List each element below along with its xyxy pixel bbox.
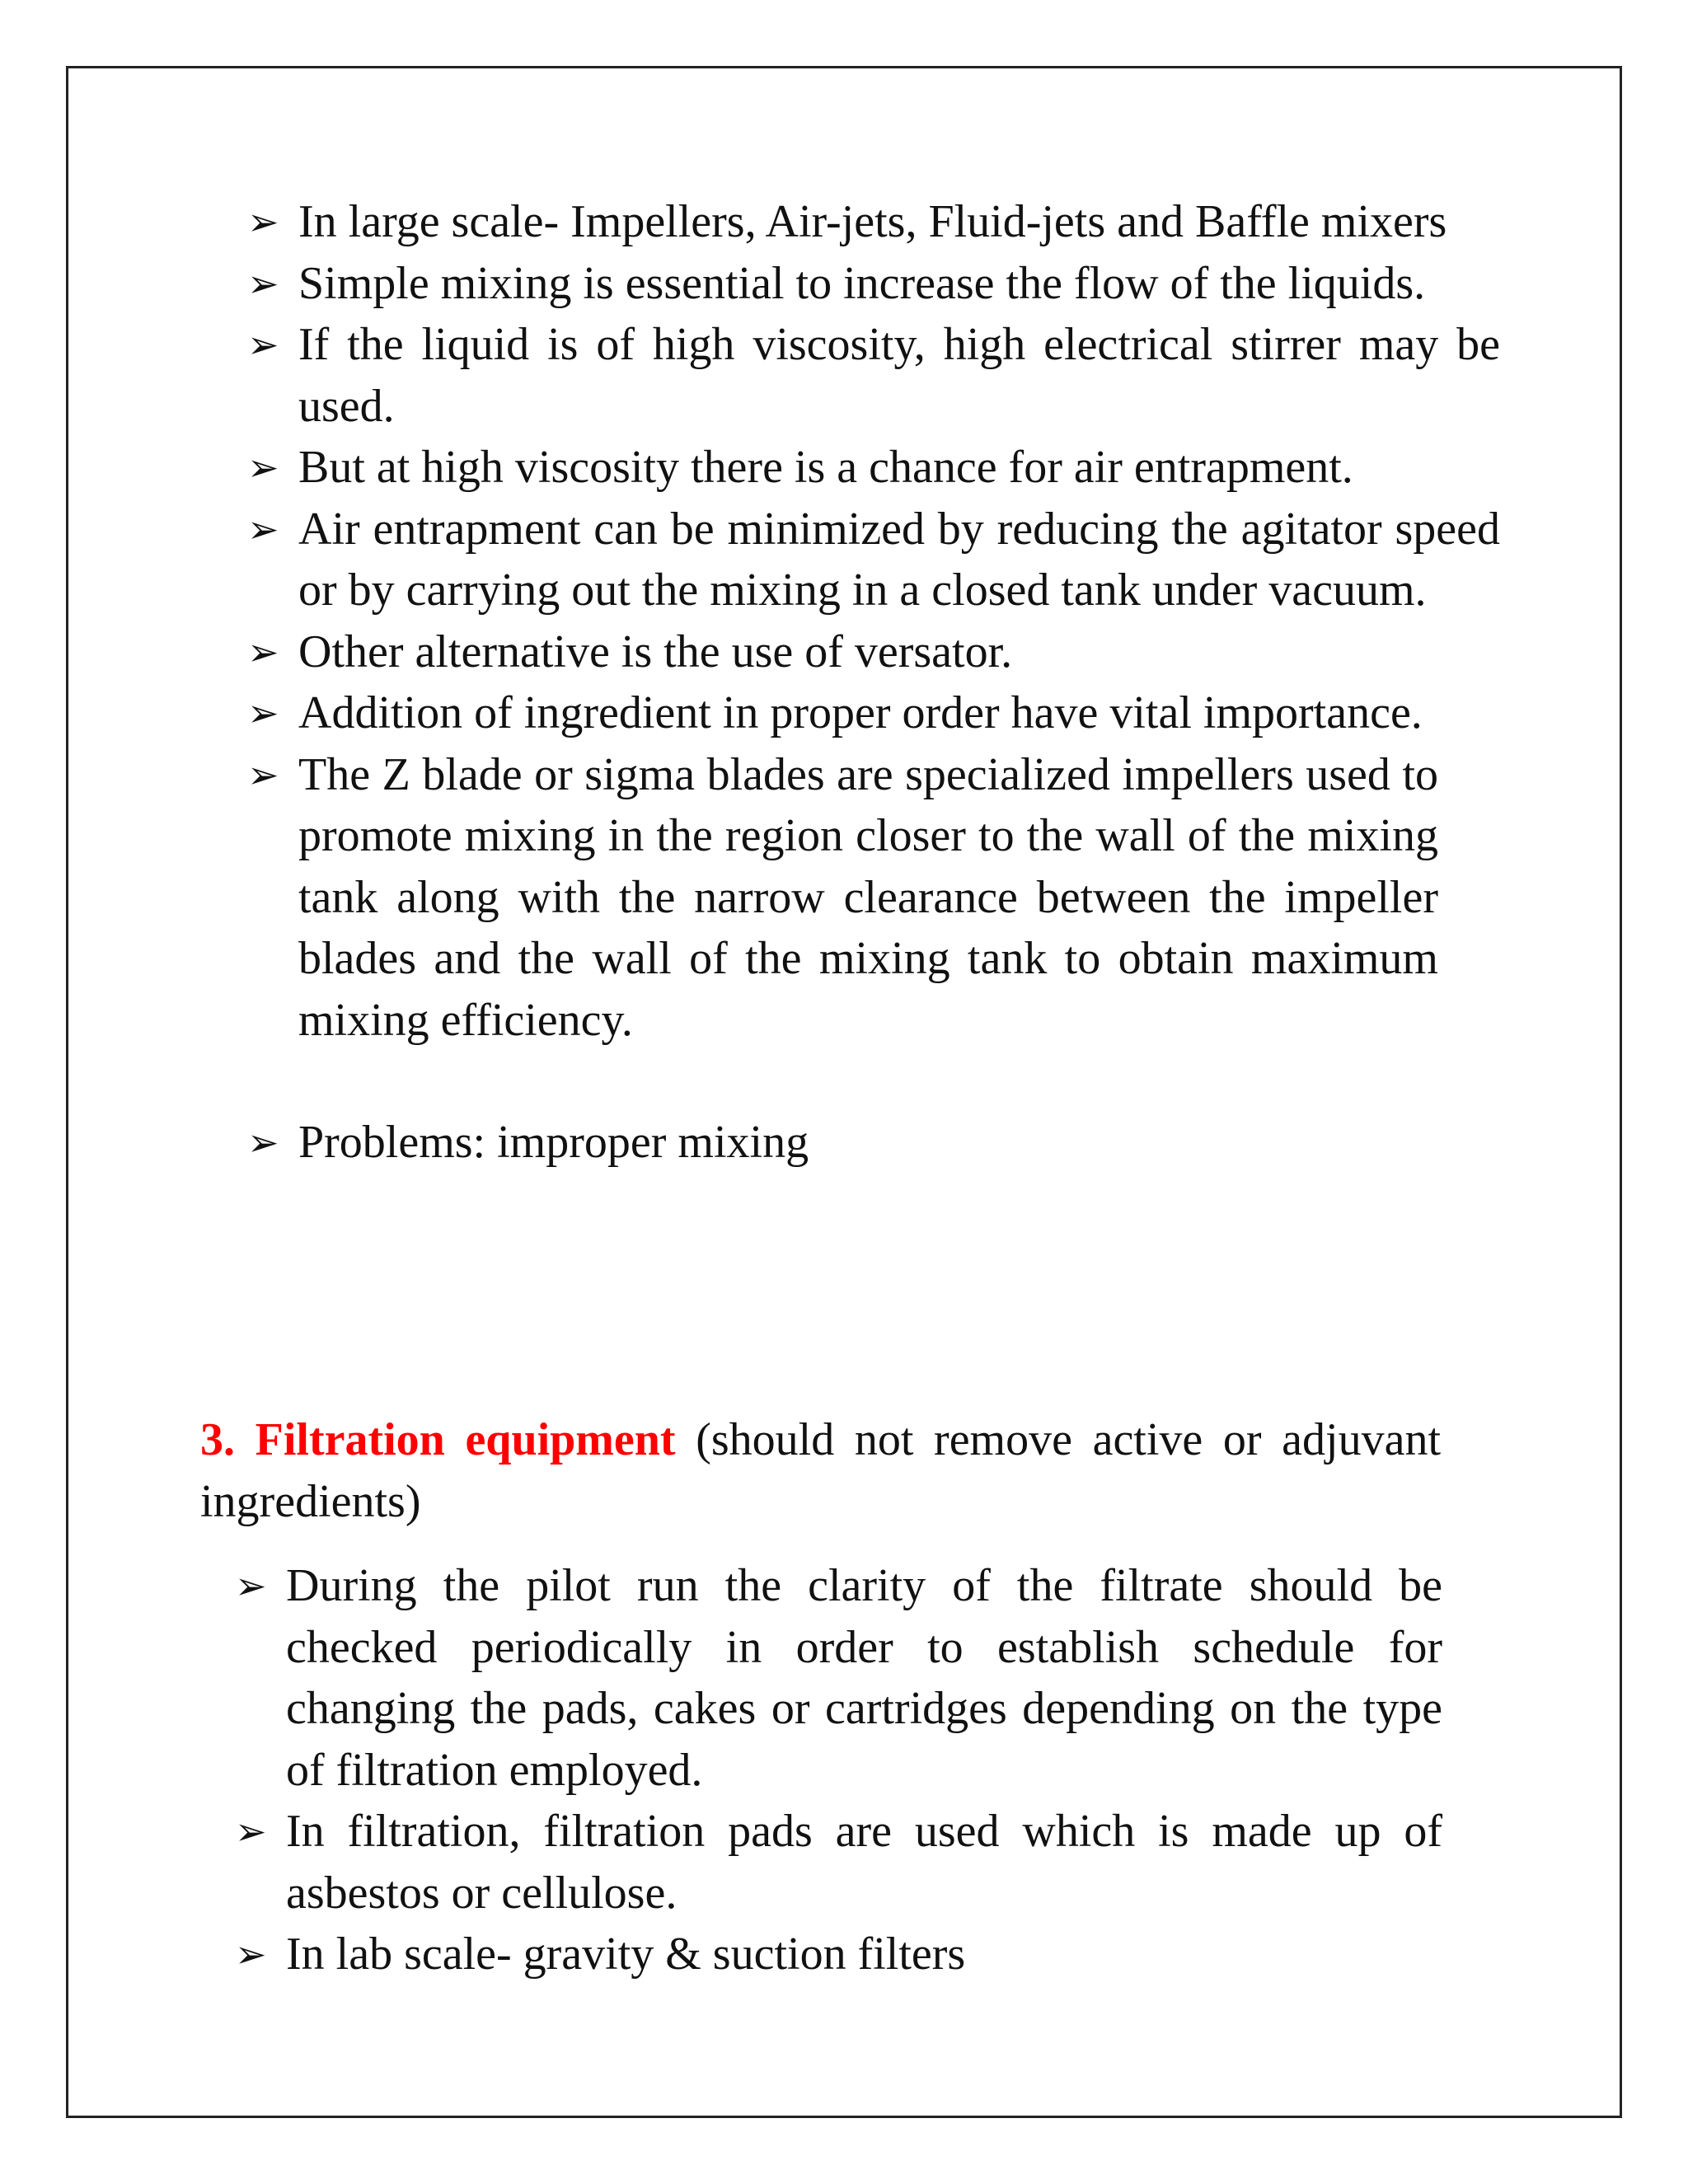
arrowhead-bullet-icon: ➢	[247, 445, 279, 490]
bullet-text: Simple mixing is essential to increase the flow of the liquids.	[298, 257, 1426, 309]
bullet-text: Other alternative is the use of versator.	[298, 626, 1013, 677]
arrowhead-bullet-icon: ➢	[235, 1932, 267, 1976]
bullet-text: Addition of ingredient in proper order have vital importance.	[298, 687, 1423, 738]
list-item	[247, 253, 1500, 315]
bullet-text: In lab scale- gravity & suction filters	[286, 1929, 966, 1980]
list-item	[247, 314, 1500, 437]
section-heading-filtration	[200, 1409, 1441, 1532]
list-item	[235, 1801, 1442, 1924]
list-item	[247, 1112, 1500, 1174]
bullet-text: In large scale- Impellers, Air-jets, Fluid-jets and Baffle mixers	[298, 196, 1447, 247]
arrowhead-bullet-icon: ➢	[247, 629, 279, 674]
bullet-text: In filtration, filtration pads are used which is made up of asbestos or cellulose.	[286, 1806, 1442, 1919]
list-item	[247, 437, 1500, 499]
bullet-text: The Z blade or sigma blades are specialized impellers used to promote mixing in the region closer to the wall of the mixing tank along with the narrow clearance between the impeller blades and the wall of the mixing tank to obtain maximum mixing efficiency.	[298, 748, 1438, 1046]
list-item	[235, 1924, 1442, 1985]
arrowhead-bullet-icon: ➢	[235, 1563, 267, 1608]
filtration-bullet-list	[235, 1555, 1442, 1985]
arrowhead-bullet-icon: ➢	[247, 1120, 279, 1165]
section-heading-note: (should not remove active or adjuvant ingredients)	[200, 1414, 1442, 1527]
arrowhead-bullet-icon: ➢	[247, 752, 279, 797]
arrowhead-bullet-icon: ➢	[235, 1809, 267, 1854]
bullet-text: But at high viscosity there is a chance for air entrapment.	[298, 442, 1353, 493]
mixing-bullet-list	[247, 191, 1500, 1174]
list-item	[247, 191, 1500, 253]
list-item	[247, 744, 1438, 1052]
arrowhead-bullet-icon: ➢	[247, 506, 279, 551]
list-item	[247, 499, 1500, 621]
list-item	[247, 682, 1500, 744]
section-heading-title: 3. Filtration equipment	[200, 1414, 676, 1465]
arrowhead-bullet-icon: ➢	[247, 199, 279, 244]
bullet-text: During the pilot run the clarity of the filtrate should be checked periodically in order to establish schedule for changing the pads, cakes or cartridges depending on the type of filtration employed.	[286, 1560, 1442, 1796]
list-item	[235, 1555, 1442, 1801]
arrowhead-bullet-icon: ➢	[247, 322, 279, 367]
list-item	[247, 621, 1500, 683]
arrowhead-bullet-icon: ➢	[247, 691, 279, 735]
bullet-text: If the liquid is of high viscosity, high electrical stirrer may be used.	[298, 319, 1500, 432]
bullet-text: Air entrapment can be minimized by reducing the agitator speed or by carrying out the mixing in a closed tank under vacuum.	[298, 503, 1500, 616]
arrowhead-bullet-icon: ➢	[247, 260, 279, 306]
bullet-text: Problems: improper mixing	[298, 1117, 809, 1168]
